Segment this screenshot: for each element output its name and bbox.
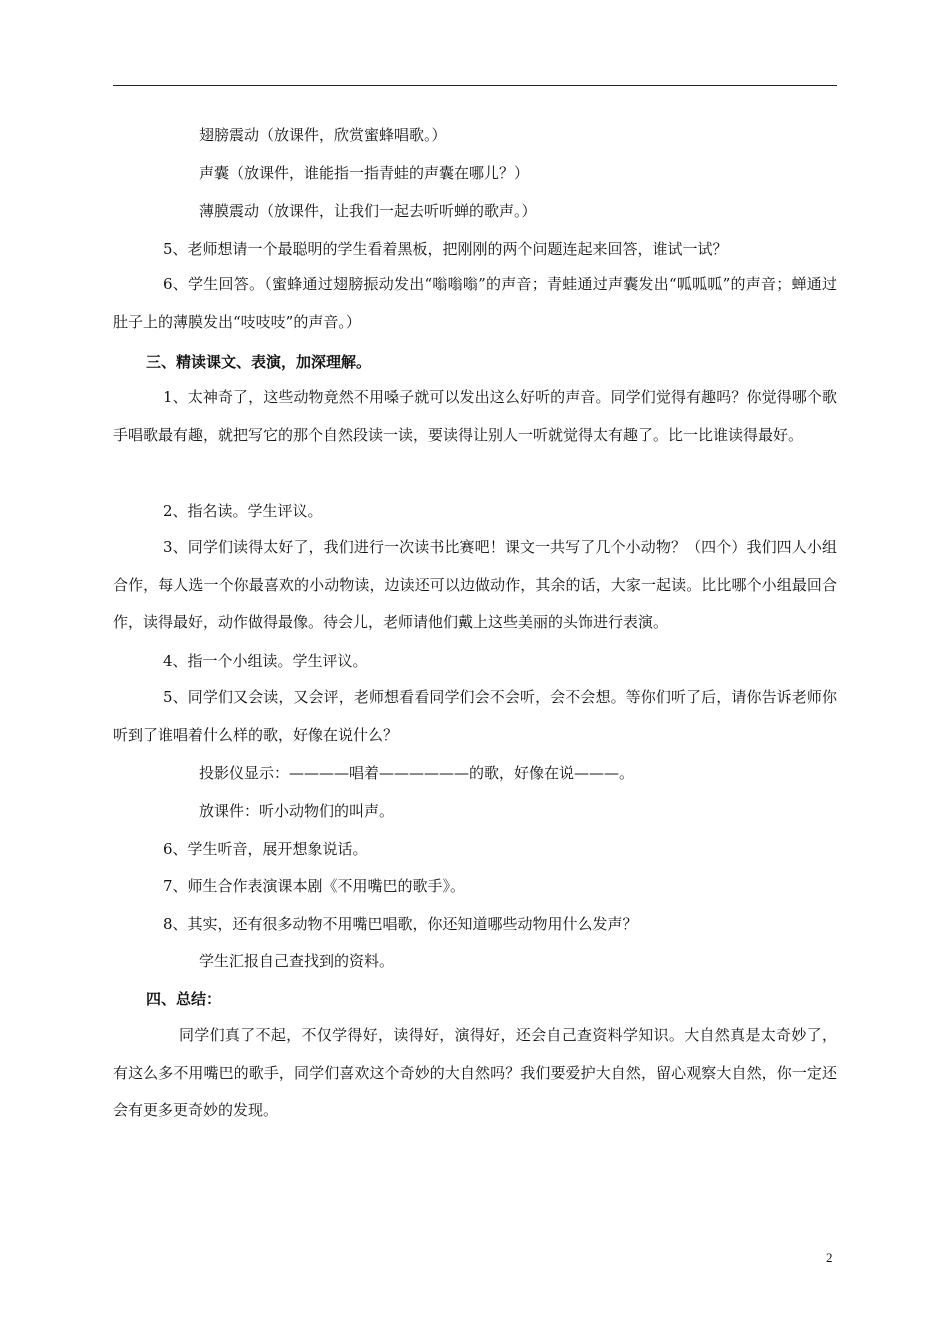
paragraph: 翅膀震动（放课件，欣赏蜜蜂唱歌。） (199, 126, 447, 144)
paragraph: 8、其实，还有很多动物不用嘴巴唱歌，你还知道哪些动物用什么发声？ (163, 915, 638, 933)
paragraph: 薄膜震动（放课件，让我们一起去听听蝉的歌声。） (199, 202, 537, 220)
paragraph: 学生汇报自己查找到的资料。 (199, 952, 395, 970)
paragraph: 放课件：听小动物们的叫声。 (199, 802, 395, 820)
paragraph: 声囊（放课件，谁能指一指青蛙的声囊在哪儿？） (199, 164, 530, 182)
section-heading: 四、总结： (146, 990, 222, 1008)
paragraph: 4、指一个小组读。学生评议。 (163, 652, 368, 670)
paragraph: 2、指名读。学生评议。 (163, 502, 323, 520)
paragraph: 5、老师想请一个最聪明的学生看着黑板，把刚刚的两个问题连起来回答，谁试一试？ (163, 240, 728, 258)
paragraph: 3、同学们读得太好了，我们进行一次读书比赛吧！课文一共写了几个小动物？（四个）我们四人小组合作，每人选一个你最喜欢的小动物读，边读还可以边做动作，其余的话，大家一起读。比比哪个小组最回合作，读得最好，动作做得最像。待会儿，老师请他们戴上这些美丽的头饰进行表演。 (113, 538, 837, 631)
paragraph: 5、同学们又会读，又会评，老师想看看同学们会不会听，会不会想。等你们听了后，请你告诉老师你听到了谁唱着什么样的歌，好像在说什么？ (113, 688, 837, 744)
paragraph: 7、师生合作表演课本剧《不用嘴巴的歌手》。 (163, 877, 466, 895)
paragraph: 6、学生听音，展开想象说话。 (163, 840, 368, 858)
paragraph: 1、太神奇了，这些动物竟然不用嗓子就可以发出这么好听的声音。同学们觉得有趣吗？你觉得哪个歌手唱歌最有趣，就把写它的那个自然段读一读，要读得让别人一听就觉得太有趣了。比一比谁读得最好。 (113, 388, 837, 444)
paragraph: 6、学生回答。（蜜蜂通过翅膀振动发出“嗡嗡嗡”的声音；青蛙通过声囊发出“呱呱呱”的声音；蝉通过肚子上的薄膜发出“吱吱吱”的声音。） (113, 275, 837, 331)
section-heading: 三、精读课文、表演，加深理解。 (146, 353, 372, 371)
page-number: 2 (826, 1250, 833, 1265)
header-rule (113, 85, 837, 86)
paragraph: 同学们真了不起，不仅学得好，读得好，演得好，还会自己查资料学知识。大自然真是太奇妙了，有这么多不用嘴巴的歌手，同学们喜欢这个奇妙的大自然吗？我们要爱护大自然，留心观察大自然，你一定还会有更多更奇妙的发现。 (113, 1026, 837, 1119)
paragraph: 投影仪显示：————唱着——————的歌，好像在说———。 (199, 764, 635, 782)
